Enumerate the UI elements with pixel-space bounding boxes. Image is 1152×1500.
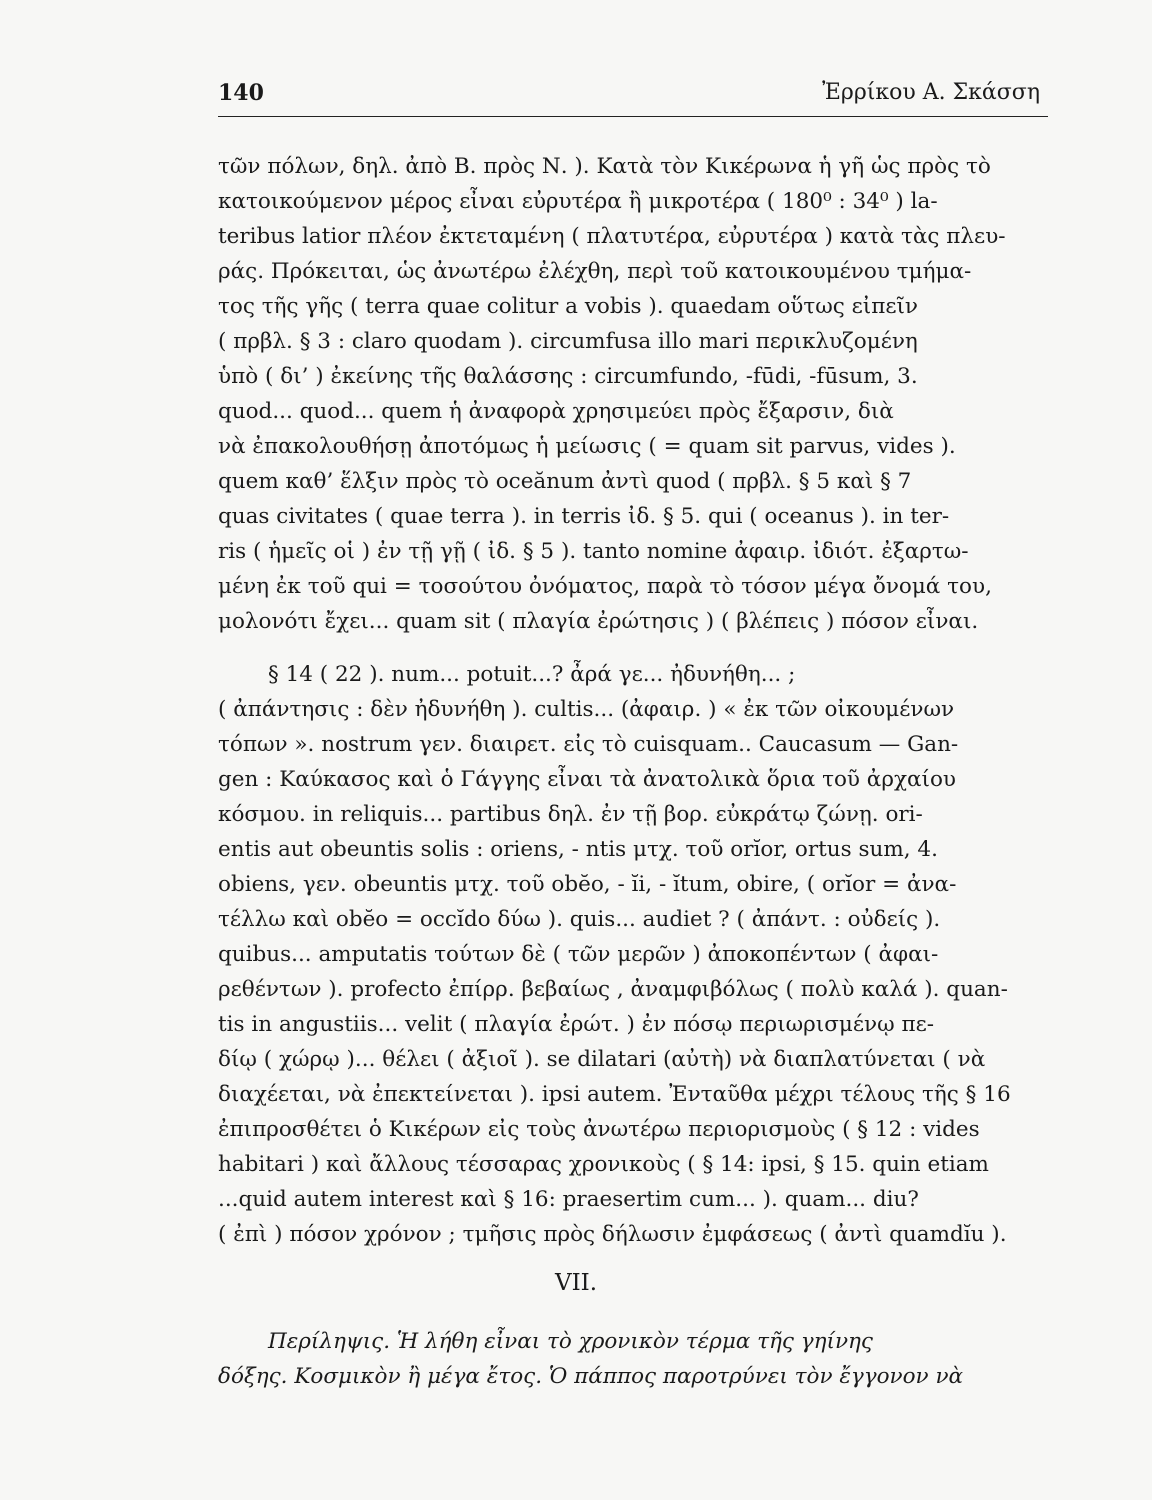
text-line: ( ἀπάντησις : δὲν ἠδυνήθη ). cultis... (ἀφαιρ. ) « ἐκ τῶν οἰκουμένων bbox=[218, 697, 955, 722]
text-line: § 14 ( 22 ). num... potuit...? ἆρά γε... ἠδυνήθη... ; bbox=[268, 662, 796, 687]
text-line: μολονότι ἔχει... quam sit ( πλαγία ἐρώτησις ) ( βλέπεις ) πόσον εἶναι. bbox=[218, 609, 979, 634]
text-line: gen : Καύκασος καὶ ὁ Γάγγης εἶναι τὰ ἀνατολικὰ ὅρια τοῦ ἀρχαίου bbox=[218, 767, 956, 792]
page-number: 140 bbox=[218, 80, 264, 106]
text-line: teribus latior πλέον ἐκτεταμένη ( πλατυτέρα, εὐρυτέρα ) κατὰ τὰς πλευ- bbox=[218, 224, 1006, 249]
text-line: τέλλω καὶ obĕo = occĭdo δύω ). quis... audiet ? ( ἀπάντ. : οὐδείς ). bbox=[218, 907, 941, 932]
text-line: κατοικούμενον μέρος εἶναι εὐρυτέρα ἢ μικροτέρα ( 180⁰ : 34⁰ ) la- bbox=[218, 189, 938, 214]
running-head: Ἐρρίκου Α. Σκάσση bbox=[822, 80, 1040, 105]
text-line: ( ἐπὶ ) πόσον χρόνον ; τμῆσις πρὸς δήλωσιν ἐμφάσεως ( ἀντὶ quamdĭu ). bbox=[218, 1222, 1007, 1247]
text-line: τόπων ». nostrum γεν. διαιρετ. εἰς τὸ cuisquam.. Caucasum — Gan- bbox=[218, 732, 959, 757]
section-heading: VII. bbox=[554, 1270, 598, 1296]
text-line: δίῳ ( χώρῳ )... θέλει ( ἀξιοῖ ). se dilatari (αὐτὴ) νὰ διαπλατύνεται ( νὰ bbox=[218, 1047, 986, 1072]
text-line: ( πρβλ. § 3 : claro quodam ). circumfusa illo mari περικλυζομένη bbox=[218, 329, 918, 354]
text-line: διαχέεται, νὰ ἐπεκτείνεται ). ipsi autem. Ἐνταῦθα μέχρι τέλους τῆς § 16 bbox=[218, 1082, 1011, 1107]
text-line: τος τῆς γῆς ( terra quae colitur a vobis ). quaedam οὕτως εἰπεῖν bbox=[218, 294, 918, 319]
text-line: ὑπὸ ( δι’ ) ἐκείνης τῆς θαλάσσης : circumfundo, -fūdi, -fūsum, 3. bbox=[218, 364, 918, 389]
text-line: κόσμου. in reliquis... partibus δηλ. ἐν τῇ βορ. εὐκράτῳ ζώνῃ. ori- bbox=[218, 802, 923, 827]
text-line: quod... quod... quem ἡ ἀναφορὰ χρησιμεύει πρὸς ἔξαρσιν, διὰ bbox=[218, 399, 894, 424]
summary-line: Περίληψις. Ἡ λήθη εἶναι τὸ χρονικὸν τέρμα τῆς γηίνης bbox=[268, 1329, 873, 1354]
text-line: entis aut obeuntis solis : oriens, - ntis μτχ. τοῦ orĭor, ortus sum, 4. bbox=[218, 837, 938, 862]
text-line: νὰ ἐπακολουθήσῃ ἀποτόμως ἡ μείωσις ( = quam sit parvus, vides ). bbox=[218, 434, 956, 459]
text-line: τῶν πόλων, δηλ. ἀπὸ Β. πρὸς Ν. ). Κατὰ τὸν Κικέρωνα ἡ γῆ ὡς πρὸς τὸ bbox=[218, 154, 991, 179]
text-line: μένη ἐκ τοῦ qui = τοσούτου ὀνόματος, παρὰ τὸ τόσον μέγα ὄνομά του, bbox=[218, 574, 992, 599]
text-line: ...quid autem interest καὶ § 16: praesertim cum... ). quam... diu? bbox=[218, 1187, 919, 1212]
page-header bbox=[218, 76, 1048, 117]
summary-line: δόξης. Κοσμικὸν ἢ μέγα ἔτος. Ὁ πάππος παροτρύνει τὸν ἔγγονον νὰ bbox=[218, 1364, 964, 1389]
text-line: ris ( ἡμεῖς οἱ ) ἐν τῇ γῇ ( ἰδ. § 5 ). tanto nomine ἀφαιρ. ἰδιότ. ἐξαρτω- bbox=[218, 539, 969, 564]
text-line: obiens, γεν. obeuntis μτχ. τοῦ obĕo, - ĭi, - ĭtum, obire, ( orĭor = ἀνα- bbox=[218, 872, 957, 897]
text-line: ρεθέντων ). profecto ἐπίρρ. βεβαίως , ἀναμφιβόλως ( πολὺ καλά ). quan- bbox=[218, 977, 1008, 1002]
text-line: quibus... amputatis τούτων δὲ ( τῶν μερῶν ) ἀποκοπέντων ( ἀφαι- bbox=[218, 942, 939, 967]
text-line: ἐπιπροσθέτει ὁ Κικέρων εἰς τοὺς ἀνωτέρω περιορισμοὺς ( § 12 : vides bbox=[218, 1117, 980, 1142]
text-line: ράς. Πρόκειται, ὡς ἀνωτέρω ἐλέχθη, περὶ τοῦ κατοικουμένου τμήμα- bbox=[218, 259, 972, 284]
text-line: quas civitates ( quae terra ). in terris ἰδ. § 5. qui ( oceanus ). in ter- bbox=[218, 504, 950, 529]
text-line: quem καθ’ ἕλξιν πρὸς τὸ oceănum ἀντὶ quod ( πρβλ. § 5 καὶ § 7 bbox=[218, 469, 912, 494]
text-line: tis in angustiis... velit ( πλαγία ἐρώτ. ) ἐν πόσῳ περιωρισμένῳ πε- bbox=[218, 1012, 934, 1037]
text-line: habitari ) καὶ ἄλλους τέσσαρας χρονικοὺς ( § 14: ipsi, § 15. quin etiam bbox=[218, 1152, 989, 1177]
